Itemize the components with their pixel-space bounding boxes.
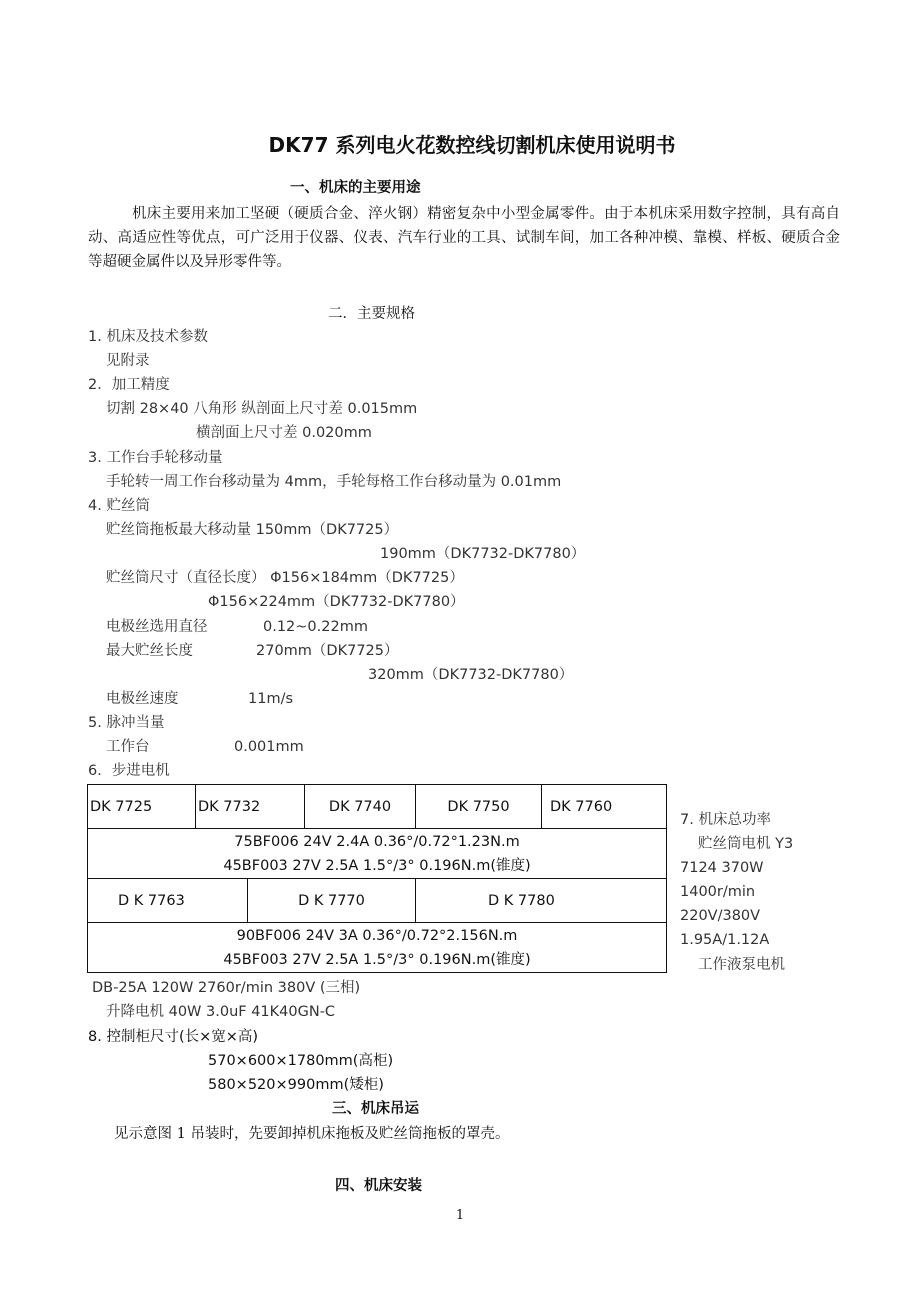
item-8-title: 8. 控制柜尺寸(长×宽×高)	[88, 1029, 259, 1045]
pulse-worktable-value: 0.001mm	[234, 739, 304, 755]
item-3-text: 手轮转一周工作台移动量为 4mm，手轮每格工作台移动量为 0.01mm	[106, 474, 562, 490]
table-row	[88, 923, 667, 973]
item-7-title: 7. 机床总功率	[680, 812, 771, 828]
table-row	[88, 785, 667, 829]
item-7-line-5: 1.95A/1.12A	[680, 932, 770, 948]
item-3-title: 3. 工作台手轮移动量	[88, 450, 223, 466]
table-cell-spec	[88, 923, 667, 973]
stepper-motor-table	[87, 784, 667, 973]
item-4-title: 4. 贮丝筒	[88, 498, 150, 514]
item-8-line-1: 570×600×1780mm(高柜)	[208, 1053, 394, 1069]
table-row	[88, 879, 667, 923]
table-cell: D K 7763	[88, 879, 248, 923]
item-7-line-8: 升降电机 40W 3.0uF 41K40GN-C	[106, 1004, 336, 1020]
item-7-line-7: DB-25A 120W 2760r/min 380V (三相)	[92, 980, 361, 996]
item-6-title: 6．步进电机	[88, 763, 170, 779]
table-cell: D K 7780	[416, 879, 667, 923]
table-cell: DK 7750	[416, 785, 542, 829]
max-wire-length-label: 最大贮丝长度	[106, 643, 193, 659]
table-cell-spec	[88, 829, 667, 879]
table-cell: DK 7725	[88, 785, 196, 829]
item-4-line-3: 贮丝筒尺寸（直径长度） Φ156×184mm（DK7725）	[106, 570, 464, 586]
section-1-heading: 一、机床的主要用途	[290, 179, 421, 196]
item-2-line-2: 横剖面上尺寸差 0.020mm	[196, 425, 372, 441]
spec-line: 90BF006 24V 3A 0.36°/0.72°2.156N.m	[236, 927, 518, 944]
table-cell: D K 7770	[248, 879, 416, 923]
item-4-line-2: 190mm（DK7732-DK7780）	[380, 546, 586, 562]
section-3-heading: 三、机床吊运	[332, 1100, 419, 1117]
item-1-text: 见附录	[106, 353, 150, 369]
wire-speed-value: 11m/s	[248, 691, 294, 707]
item-7-line-4: 220V/380V	[680, 908, 761, 924]
item-4-line-7: 320mm（DK7732-DK7780）	[368, 667, 574, 683]
item-7-line-1: 贮丝筒电机 Y3	[698, 836, 794, 852]
item-7-line-2: 7124 370W	[680, 860, 764, 876]
item-2-title: 2．加工精度	[88, 377, 170, 393]
item-5-title: 5. 脉冲当量	[88, 715, 165, 731]
table-row	[88, 829, 667, 879]
section-1-paragraph: 机床主要用来加工坚硬（硬质合金、淬火钢）精密复杂中小型金属零件。由于本机床采用数字控制，具有高自动、高适应性等优点，可广泛用于仪器、仪表、汽车行业的工具、试制车间，加工各种冲模、靠模、样板、硬质合金等超硬金属件以及异形零件等。	[88, 206, 840, 270]
item-8-line-2: 580×520×990mm(矮柜)	[208, 1077, 384, 1093]
item-2-line-1: 切割 28×40 八角形 纵剖面上尺寸差 0.015mm	[106, 401, 418, 417]
item-7-line-6: 工作液泵电机	[698, 957, 785, 973]
item-1-title: 1. 机床及技术参数	[88, 329, 208, 345]
wire-diameter-value: 0.12~0.22mm	[263, 619, 368, 635]
table-cell: DK 7732	[196, 785, 305, 829]
max-wire-length-value: 270mm（DK7725）	[256, 643, 399, 659]
section-3-text: 见示意图 1 吊装时，先要卸掉机床拖板及贮丝筒拖板的罩壳。	[114, 1126, 510, 1142]
document-title: DK77 系列电火花数控线切割机床使用说明书	[268, 133, 676, 157]
table-cell: DK 7740	[305, 785, 416, 829]
table-cell: DK 7760	[542, 785, 667, 829]
item-7-line-3: 1400r/min	[680, 884, 756, 900]
item-4-line-1: 贮丝筒拖板最大移动量 150mm（DK7725）	[106, 522, 399, 538]
section-2-heading: 二．主要规格	[328, 306, 415, 322]
wire-diameter-label: 电极丝选用直径	[106, 619, 208, 635]
spec-line: 45BF003 27V 2.5A 1.5°/3° 0.196N.m(锥度)	[223, 857, 531, 874]
section-4-heading: 四、机床安装	[335, 1177, 422, 1194]
wire-speed-label: 电极丝速度	[106, 691, 179, 707]
item-4-line-4: Φ156×224mm（DK7732-DK7780）	[208, 594, 465, 610]
spec-line: 75BF006 24V 2.4A 0.36°/0.72°1.23N.m	[234, 833, 520, 850]
spec-line: 45BF003 27V 2.5A 1.5°/3° 0.196N.m(锥度)	[223, 951, 531, 968]
pulse-worktable-label: 工作台	[106, 739, 150, 755]
page-number: 1	[455, 1208, 465, 1223]
